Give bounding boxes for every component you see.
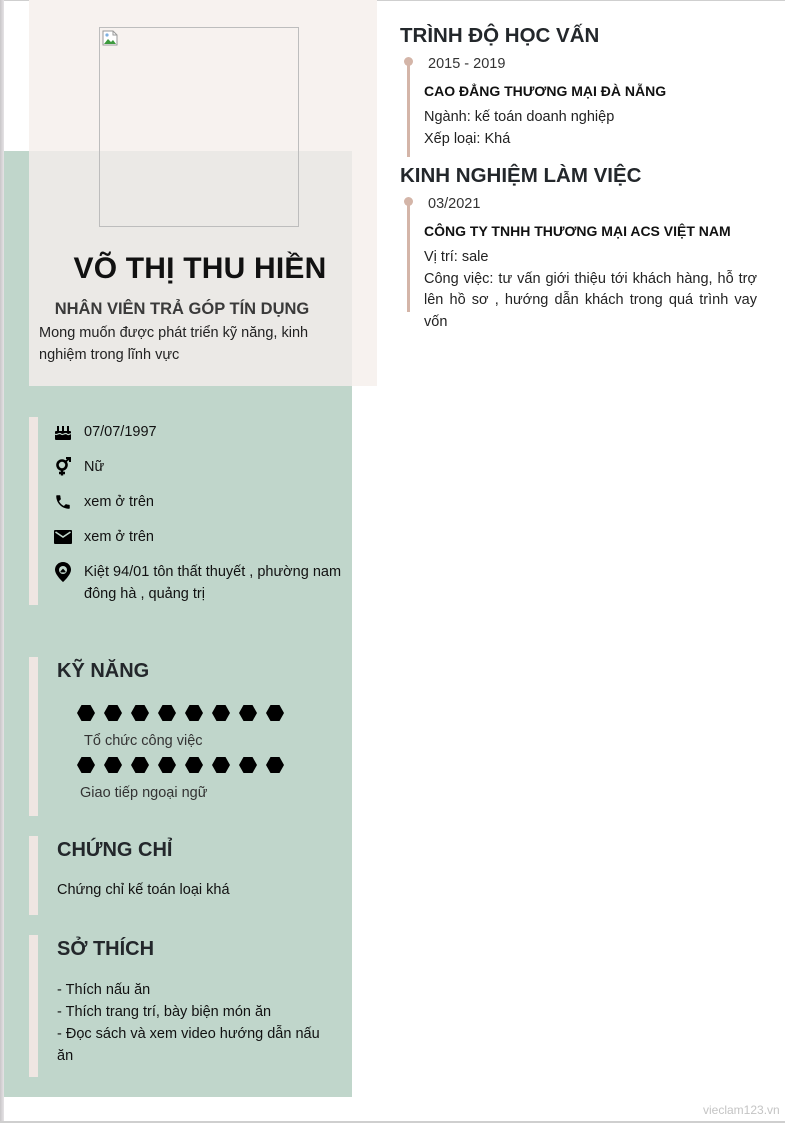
contact-gender [54, 456, 344, 478]
experience-timeline-line [407, 200, 410, 312]
skill-label-2: Giao tiếp ngoại ngữ [80, 785, 208, 801]
education-details [424, 107, 757, 150]
skills-heading: KỸ NĂNG [57, 660, 150, 682]
phone-icon [54, 491, 84, 513]
location-icon [54, 561, 84, 583]
skill-label-1: Tổ chức công việc [84, 733, 203, 749]
rating-hexagon-icon [104, 705, 122, 721]
experience-heading: KINH NGHIỆM LÀM VIỆC [400, 164, 642, 187]
experience-duties: Công việc: tư vấn giới thiệu tới khách hàng, hỗ trợ lên hồ sơ , hướng dẫn khách trong quá trình vay vốn [424, 270, 757, 330]
education-grade: Xếp loại: Khá [424, 130, 511, 147]
birthday-cake-icon [54, 421, 84, 443]
hobby-item: - Đọc sách và xem video hướng dẫn nấu ăn [57, 1026, 320, 1064]
education-major: Ngành: kế toán doanh nghiệp [424, 109, 615, 125]
rating-hexagon-icon [77, 705, 95, 721]
experience-period: 03/2021 [428, 196, 481, 212]
hobbies-accent-bar [29, 935, 38, 1077]
skills-accent-bar [29, 657, 38, 816]
contact-phone [54, 491, 344, 513]
skill-rating-2 [77, 757, 284, 773]
hobbies-list [57, 979, 327, 1067]
rating-hexagon-icon [212, 705, 230, 721]
contact-address [54, 561, 344, 605]
broken-image-icon [102, 30, 118, 46]
watermark: vieclam123.vn [703, 1103, 780, 1117]
rating-hexagon-icon [212, 757, 230, 773]
job-title: NHÂN VIÊN TRẢ GÓP TÍN DỤNG [54, 300, 310, 318]
phone-value: xem ở trên [84, 494, 154, 510]
certificate-item: Chứng chỉ kế toán loại khá [57, 882, 230, 898]
education-period: 2015 - 2019 [428, 56, 506, 72]
birthday-value: 07/07/1997 [84, 424, 157, 440]
certificates-accent-bar [29, 836, 38, 915]
rating-hexagon-icon [77, 757, 95, 773]
education-school: CAO ĐẲNG THƯƠNG MẠI ĐÀ NẴNG [424, 83, 667, 99]
rating-hexagon-icon [266, 705, 284, 721]
experience-position: Vị trí: sale [424, 249, 489, 265]
timeline-dot-icon [404, 57, 413, 66]
hobby-item: - Thích nấu ăn [57, 982, 151, 998]
timeline-dot-icon [404, 197, 413, 206]
education-heading: TRÌNH ĐỘ HỌC VẤN [400, 24, 600, 47]
rating-hexagon-icon [266, 757, 284, 773]
gender-value: Nữ [84, 459, 105, 475]
certificates-heading: CHỨNG CHỈ [57, 839, 173, 861]
skill-rating-1 [77, 705, 284, 721]
email-value: xem ở trên [84, 529, 154, 545]
contact-email [54, 526, 344, 548]
candidate-name: VÕ THỊ THU HIỀN [73, 252, 327, 285]
profile-photo [99, 27, 299, 227]
hobby-item: - Thích trang trí, bày biện món ăn [57, 1004, 272, 1020]
experience-company: CÔNG TY TNHH THƯƠNG MẠI ACS VIỆT NAM [424, 223, 731, 239]
rating-hexagon-icon [131, 705, 149, 721]
rating-hexagon-icon [104, 757, 122, 773]
hobbies-heading: SỞ THÍCH [57, 938, 155, 960]
contact-list [54, 421, 344, 618]
contact-birthday [54, 421, 344, 443]
rating-hexagon-icon [185, 705, 203, 721]
address-value: Kiệt 94/01 tôn thất thuyết , phường nam đông hà , quảng trị [84, 564, 342, 602]
rating-hexagon-icon [158, 757, 176, 773]
experience-details [424, 247, 757, 333]
rating-hexagon-icon [185, 757, 203, 773]
gender-icon [54, 456, 84, 478]
rating-hexagon-icon [131, 757, 149, 773]
contact-accent-bar [29, 417, 38, 605]
rating-hexagon-icon [239, 757, 257, 773]
email-icon [54, 526, 84, 548]
rating-hexagon-icon [158, 705, 176, 721]
rating-hexagon-icon [239, 705, 257, 721]
education-timeline-line [407, 60, 410, 157]
career-objective: Mong muốn được phát triển kỹ năng, kinh nghiệm trong lĩnh vực [39, 325, 309, 363]
